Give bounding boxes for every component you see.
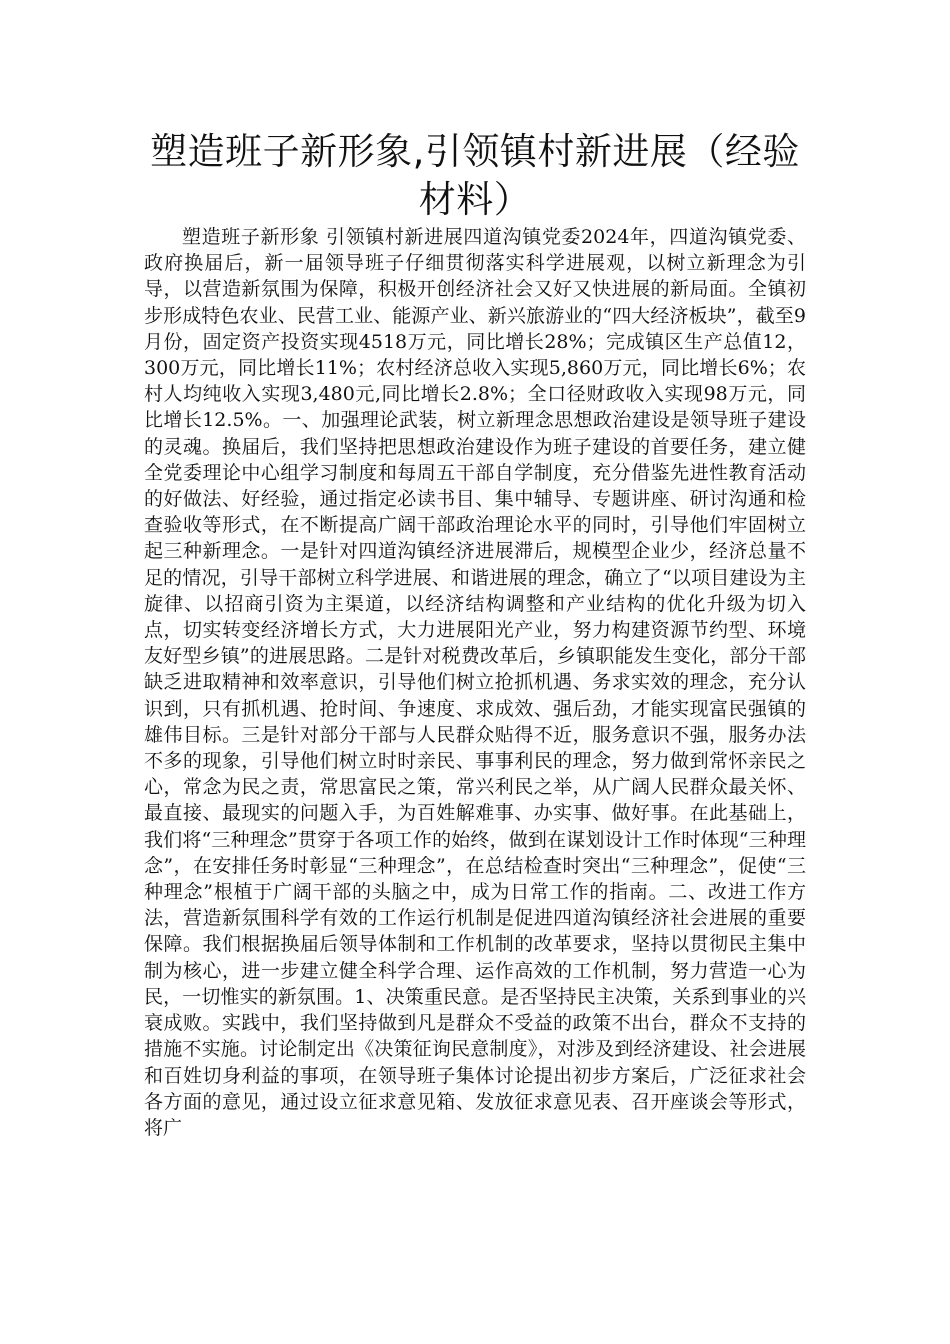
document-title: 塑造班子新形象,引领镇村新进展（经验材料） [150, 130, 800, 221]
document-body-text: 塑造班子新形象 引领镇村新进展四道沟镇党委2024年，四道沟镇党委、政府换届后，新一届领导班子仔细贯彻落实科学进展观，以树立新理念为引导，以营造新氛围为保障，积极开创经济社会又好又快进展的新局面。全镇初步形成特色农业、民营工业、能源产业、新兴旅游业的“四大经济板块”，截至9月份，固定资产投资实现4518万元，同比增长28%；完成镇区生产总值12，300万元，同比增长11%；农村经济总收入实现5,860万元，同比增长6%；农村人均纯收入实现3,480元,同比增长2.8%；全口径财政收入实现98万元，同比增长12.5%。一、加强理论武装，树立新理念思想政治建设是领导班子建设的灵魂。换届后，我们坚持把思想政治建设作为班子建设的首要任务，建立健全党委理论中心组学习制度和每周五干部自学制度，充分借鉴先进性教育活动的好做法、好经验，通过指定必读书目、集中辅导、专题讲座、研讨沟通和检查验收等形式，在不断提高广阔干部政治理论水平的同时，引导他们牢固树立起三种新理念。一是针对四道沟镇经济进展滞后，规模型企业少，经济总量不足的情况，引导干部树立科学进展、和谐进展的理念，确立了“以项目建设为主旋律、以招商引资为主渠道，以经济结构调整和产业结构的优化升级为切入点，切实转变经济增长方式，大力进展阳光产业，努力构建资源节约型、环境友好型乡镇”的进展思路。二是针对税费改革后，乡镇职能发生变化，部分干部缺乏进取精神和效率意识，引导他们树立抢抓机遇、务求实效的理念，充分认识到，只有抓机遇、抢时间、争速度、求成效、强后劲，才能实现富民强镇的雄伟目标。三是针对部分干部与人民群众贴得不近，服务意识不强，服务办法不多的现象，引导他们树立时时亲民、事事利民的理念，努力做到常怀亲民之心，常念为民之责，常思富民之策，常兴利民之举，从广阔人民群众最关怀、最直接、最现实的问题入手，为百姓解难事、办实事、做好事。在此基础上，我们将“三种理念”贯穿于各项工作的始终，做到在谋划设计工作时体现“三种理念”，在安排任务时彰显“三种理念”，在总结检查时突出“三种理念”，促使“三种理念”根植于广阔干部的头脑之中，成为日常工作的指南。二、改进工作方法，营造新氛围科学有效的工作运行机制是促进四道沟镇经济社会进展的重要保障。我们根据换届后领导体制和工作机制的改革要求，坚持以贯彻民主集中制为核心，进一步建立健全科学合理、运作高效的工作机制，努力营造一心为民，一切惟实的新氛围。1、决策重民意。是否坚持民主决策，关系到事业的兴衰成败。实践中，我们坚持做到凡是群众不受益的政策不出台，群众不支持的措施不实施。讨论制定出《决策征询民意制度》，对涉及到经济建设、社会进展和百姓切身利益的事项，在领导班子集体讨论提出初步方案后，广泛征求社会各方面的意见，通过设立征求意见箱、发放征求意见表、召开座谈会等形式，将广 [144, 226, 806, 1139]
